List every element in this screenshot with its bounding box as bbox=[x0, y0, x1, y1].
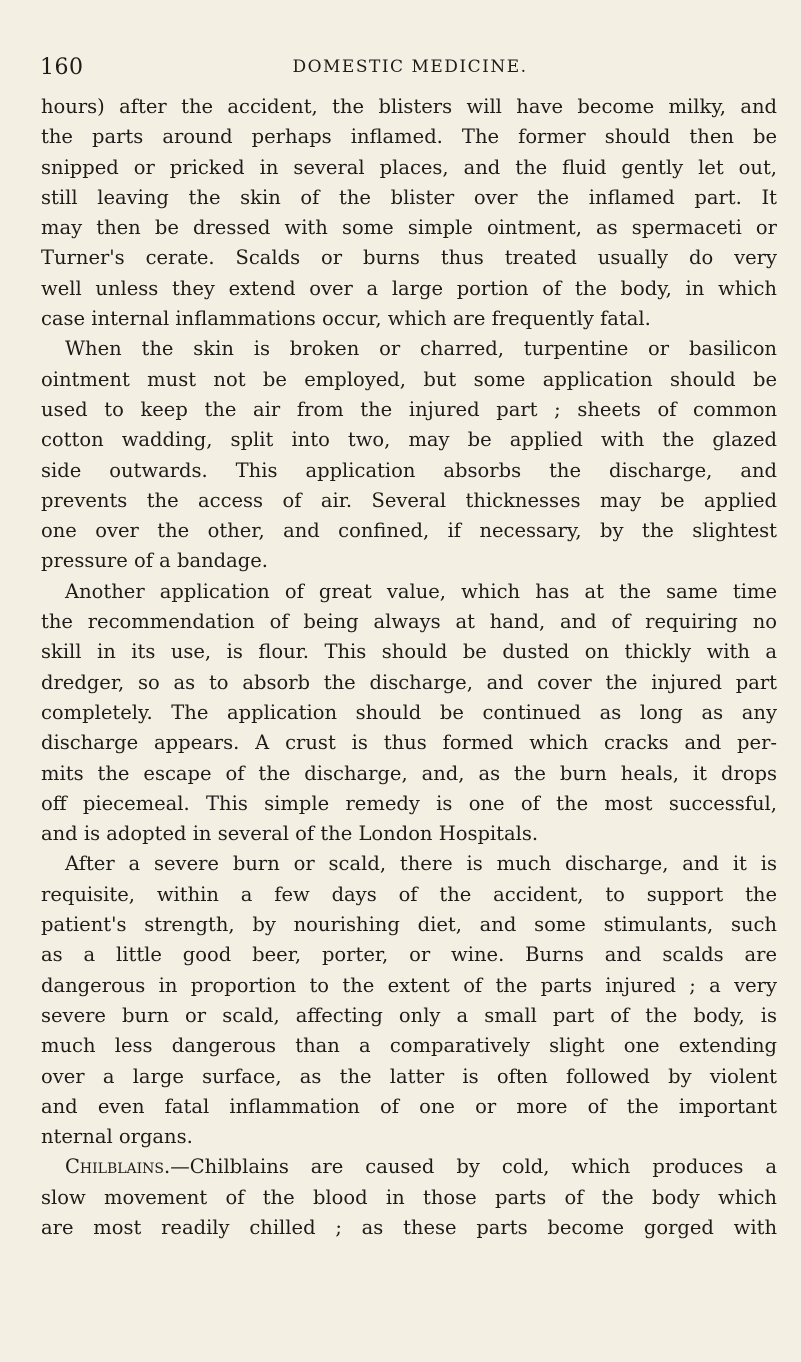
body-text bbox=[41, 92, 777, 1243]
text-line bbox=[41, 698, 777, 728]
line-text: patient's strength, by nourishing diet, and some stimulants, such bbox=[41, 913, 777, 937]
text-line bbox=[41, 1213, 777, 1243]
line-text: Turner's cerate. Scalds or burns thus treated usually do very bbox=[41, 246, 777, 270]
line-text: dangerous in proportion to the extent of the parts injured ; a very bbox=[41, 973, 777, 997]
page-header bbox=[40, 55, 780, 85]
text-line bbox=[41, 728, 777, 758]
line-text: dredger, so as to absorb the discharge, and cover the injured part bbox=[41, 670, 777, 694]
text-line bbox=[41, 213, 777, 243]
line-text: After a severe burn or scald, there is much discharge, and it is bbox=[65, 852, 777, 876]
line-text: pressure of a bandage. bbox=[41, 549, 268, 573]
line-text: may then be dressed with some simple ointment, as spermaceti or bbox=[41, 216, 777, 240]
line-text: hours) after the accident, the blisters will have become milky, and bbox=[41, 95, 777, 118]
line-text: well unless they extend over a large portion of the body, in which bbox=[41, 276, 777, 300]
text-line bbox=[41, 304, 777, 334]
line-text: are most readily chilled ; as these parts become gorged with bbox=[41, 1215, 777, 1239]
text-line bbox=[41, 1092, 777, 1122]
line-text: Another application of great value, which has at the same time bbox=[65, 579, 777, 603]
text-line bbox=[41, 395, 777, 425]
text-line bbox=[41, 1183, 777, 1213]
line-text: over a large surface, as the latter is often followed by violent bbox=[41, 1064, 777, 1088]
text-line bbox=[41, 971, 777, 1001]
line-text: discharge appears. A crust is thus formed which cracks and per- bbox=[41, 731, 777, 755]
line-text: requisite, within a few days of the accident, to support the bbox=[41, 882, 777, 906]
text-line bbox=[41, 880, 777, 910]
line-text: skill in its use, is flour. This should be dusted on thickly with a bbox=[41, 640, 777, 664]
running-head: DOMESTIC MEDICINE. bbox=[292, 57, 528, 77]
text-line bbox=[41, 1031, 777, 1061]
page-number: 160 bbox=[40, 55, 84, 80]
text-line bbox=[41, 789, 777, 819]
line-text: ointment must not be employed, but some application should be bbox=[41, 367, 777, 391]
line-text: and is adopted in several of the London Hospitals. bbox=[41, 822, 539, 846]
text-line bbox=[41, 637, 777, 667]
line-text: the parts around perhaps inflamed. The former should then be bbox=[41, 125, 777, 149]
text-line bbox=[41, 1062, 777, 1092]
text-line bbox=[41, 910, 777, 940]
line-text: much less dangerous than a comparatively slight one extending bbox=[41, 1034, 777, 1058]
text-line bbox=[41, 122, 777, 152]
text-line bbox=[41, 849, 777, 879]
text-line bbox=[41, 1152, 777, 1182]
line-text: and even fatal inflammation of one or more of the important bbox=[41, 1094, 777, 1118]
line-text: completely. The application should be continued as long as any bbox=[41, 700, 777, 724]
line-text: snipped or pricked in several places, and the fluid gently let out, bbox=[41, 155, 777, 179]
line-text: When the skin is broken or charred, turpentine or basilicon bbox=[65, 337, 777, 361]
line-text: off piecemeal. This simple remedy is one of the most successful, bbox=[41, 791, 777, 815]
text-line bbox=[41, 759, 777, 789]
text-line bbox=[41, 668, 777, 698]
line-text: as a little good beer, porter, or wine. Burns and scalds are bbox=[41, 943, 777, 967]
line-text: still leaving the skin of the blister over the inflamed part. It bbox=[41, 185, 777, 209]
text-line bbox=[41, 243, 777, 273]
line-text: prevents the access of air. Several thicknesses may be applied bbox=[41, 488, 777, 512]
line-text: cotton wadding, split into two, may be applied with the glazed bbox=[41, 428, 777, 452]
text-line bbox=[41, 92, 777, 122]
text-line bbox=[41, 1122, 777, 1152]
line-text: side outwards. This application absorbs the discharge, and bbox=[41, 458, 777, 482]
text-line bbox=[41, 1001, 777, 1031]
section-heading: Chilblains. bbox=[65, 1155, 171, 1179]
text-line bbox=[41, 153, 777, 183]
text-line bbox=[41, 577, 777, 607]
text-line bbox=[41, 334, 777, 364]
line-text: case internal inflammations occur, which are frequently fatal. bbox=[41, 307, 651, 331]
text-line bbox=[41, 183, 777, 213]
line-text: the recommendation of being always at hand, and of requiring no bbox=[41, 610, 777, 634]
text-line bbox=[41, 274, 777, 304]
text-line bbox=[41, 607, 777, 637]
text-line bbox=[41, 486, 777, 516]
line-text: one over the other, and confined, if necessary, by the slightest bbox=[41, 519, 777, 543]
line-text: —Chilblains are caused by cold, which produces a bbox=[170, 1155, 777, 1179]
line-text: nternal organs. bbox=[41, 1125, 193, 1149]
line-text: mits the escape of the discharge, and, as the burn heals, it drops bbox=[41, 761, 777, 785]
text-line bbox=[41, 819, 777, 849]
text-line bbox=[41, 546, 777, 576]
text-line bbox=[41, 940, 777, 970]
text-line bbox=[41, 456, 777, 486]
line-text: severe burn or scald, affecting only a small part of the body, is bbox=[41, 1003, 777, 1027]
text-line bbox=[41, 425, 777, 455]
text-line bbox=[41, 516, 777, 546]
line-text: slow movement of the blood in those parts of the body which bbox=[41, 1185, 777, 1209]
line-text: used to keep the air from the injured part ; sheets of common bbox=[41, 397, 777, 421]
text-line bbox=[41, 365, 777, 395]
